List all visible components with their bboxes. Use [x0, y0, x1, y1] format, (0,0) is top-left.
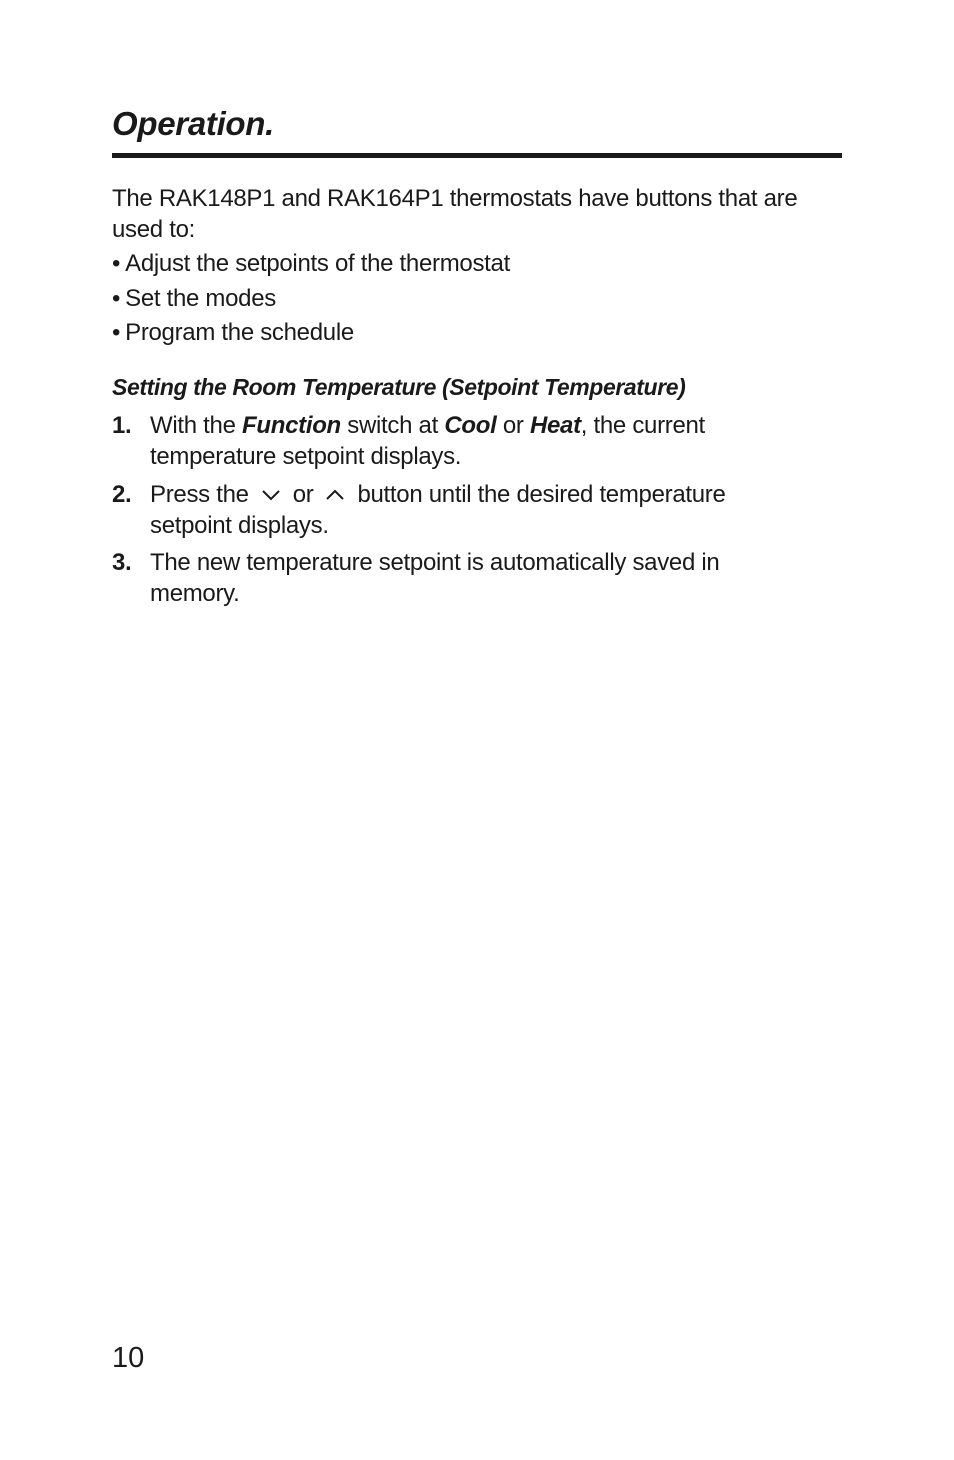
section-subheading: Setting the Room Temperature (Setpoint Temperature)	[112, 374, 686, 400]
step-text-part: or	[496, 412, 530, 439]
list-item: • Program the schedule	[112, 316, 510, 351]
list-item: • Set the modes	[112, 282, 510, 317]
keyword-function: Function	[242, 412, 341, 439]
step-text-part: , the current temperature setpoint displays.	[150, 412, 705, 470]
step-text-part: button until the desired temperature setpoint displays.	[150, 481, 726, 539]
step-text: The new temperature setpoint is automatically saved in memory.	[150, 549, 720, 607]
list-item: • Adjust the setpoints of the thermostat	[112, 247, 510, 282]
title-divider	[112, 153, 842, 158]
chevron-up-icon	[323, 487, 347, 503]
step-text-part: With the	[150, 412, 242, 439]
intro-paragraph: The RAK148P1 and RAK164P1 thermostats have buttons that are used to:	[112, 185, 798, 243]
keyword-cool: Cool	[444, 412, 497, 439]
step-number: 1.	[112, 412, 132, 439]
step-number: 3.	[112, 549, 132, 576]
function-list	[112, 247, 510, 351]
chevron-down-icon	[259, 487, 283, 503]
keyword-heat: Heat	[529, 412, 581, 439]
page-number: 10	[112, 1342, 145, 1374]
step-number: 2.	[112, 481, 132, 508]
step-text-part: switch at	[340, 412, 445, 439]
step-text-part: or	[292, 481, 314, 508]
step-text-part: Press the	[150, 481, 249, 508]
step-text	[150, 479, 810, 541]
step-text	[150, 410, 810, 472]
page-title: Operation.	[112, 105, 275, 142]
